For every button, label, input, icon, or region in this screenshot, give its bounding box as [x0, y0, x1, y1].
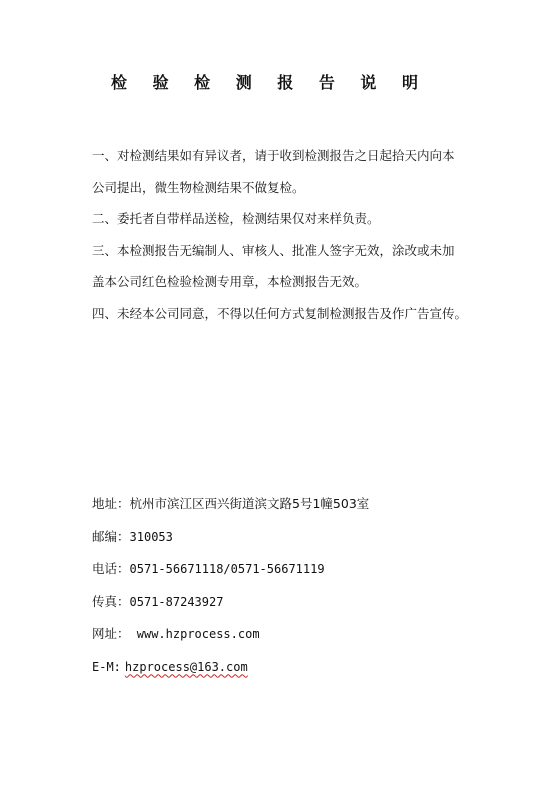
fax-value: 0571-87243927 — [129, 594, 224, 609]
fax-label: 传真： — [92, 593, 130, 609]
website-value: www.hzprocess.com — [129, 627, 260, 641]
report-clauses — [92, 140, 492, 329]
website-line — [92, 618, 492, 651]
postcode-value: 310053 — [129, 529, 173, 544]
clause-line: 一、对检测结果如有异议者，请于收到检测报告之日起拾天内向本 — [92, 148, 455, 163]
fax-line — [92, 586, 492, 619]
phone-line — [92, 553, 492, 586]
clause-line: 二、委托者自带样品送检，检测结果仅对来样负责。 — [92, 211, 380, 226]
website-label: 网址： — [92, 626, 130, 641]
clause-line: 公司提出，微生物检测结果不做复检。 — [92, 179, 305, 195]
address-line — [92, 488, 492, 521]
clause-line: 三、本检测报告无编制人、审核人、批准人签字无效，涂改或未加 — [92, 242, 455, 258]
contact-info — [92, 488, 492, 683]
address-label: 地址： — [92, 496, 130, 511]
clause-line: 四、未经本公司同意，不得以任何方式复制检测报告及作广告宣传。 — [92, 305, 468, 321]
email-line — [92, 651, 492, 684]
phone-value: 0571-56671118/0571-56671119 — [129, 562, 325, 576]
postcode-line — [92, 521, 492, 554]
email-label: E-M: — [92, 659, 121, 674]
page-title: 检 验 检 测 报 告 说 明 — [111, 73, 428, 92]
postcode-label: 邮编： — [92, 528, 130, 544]
clause-line: 盖本公司红色检验检测专用章，本检测报告无效。 — [92, 274, 368, 289]
address-value: 杭州市滨江区西兴街道滨文路5号1幢503室 — [129, 496, 370, 511]
phone-label: 电话： — [92, 561, 130, 576]
email-value: hzprocess@163.com — [124, 659, 248, 674]
